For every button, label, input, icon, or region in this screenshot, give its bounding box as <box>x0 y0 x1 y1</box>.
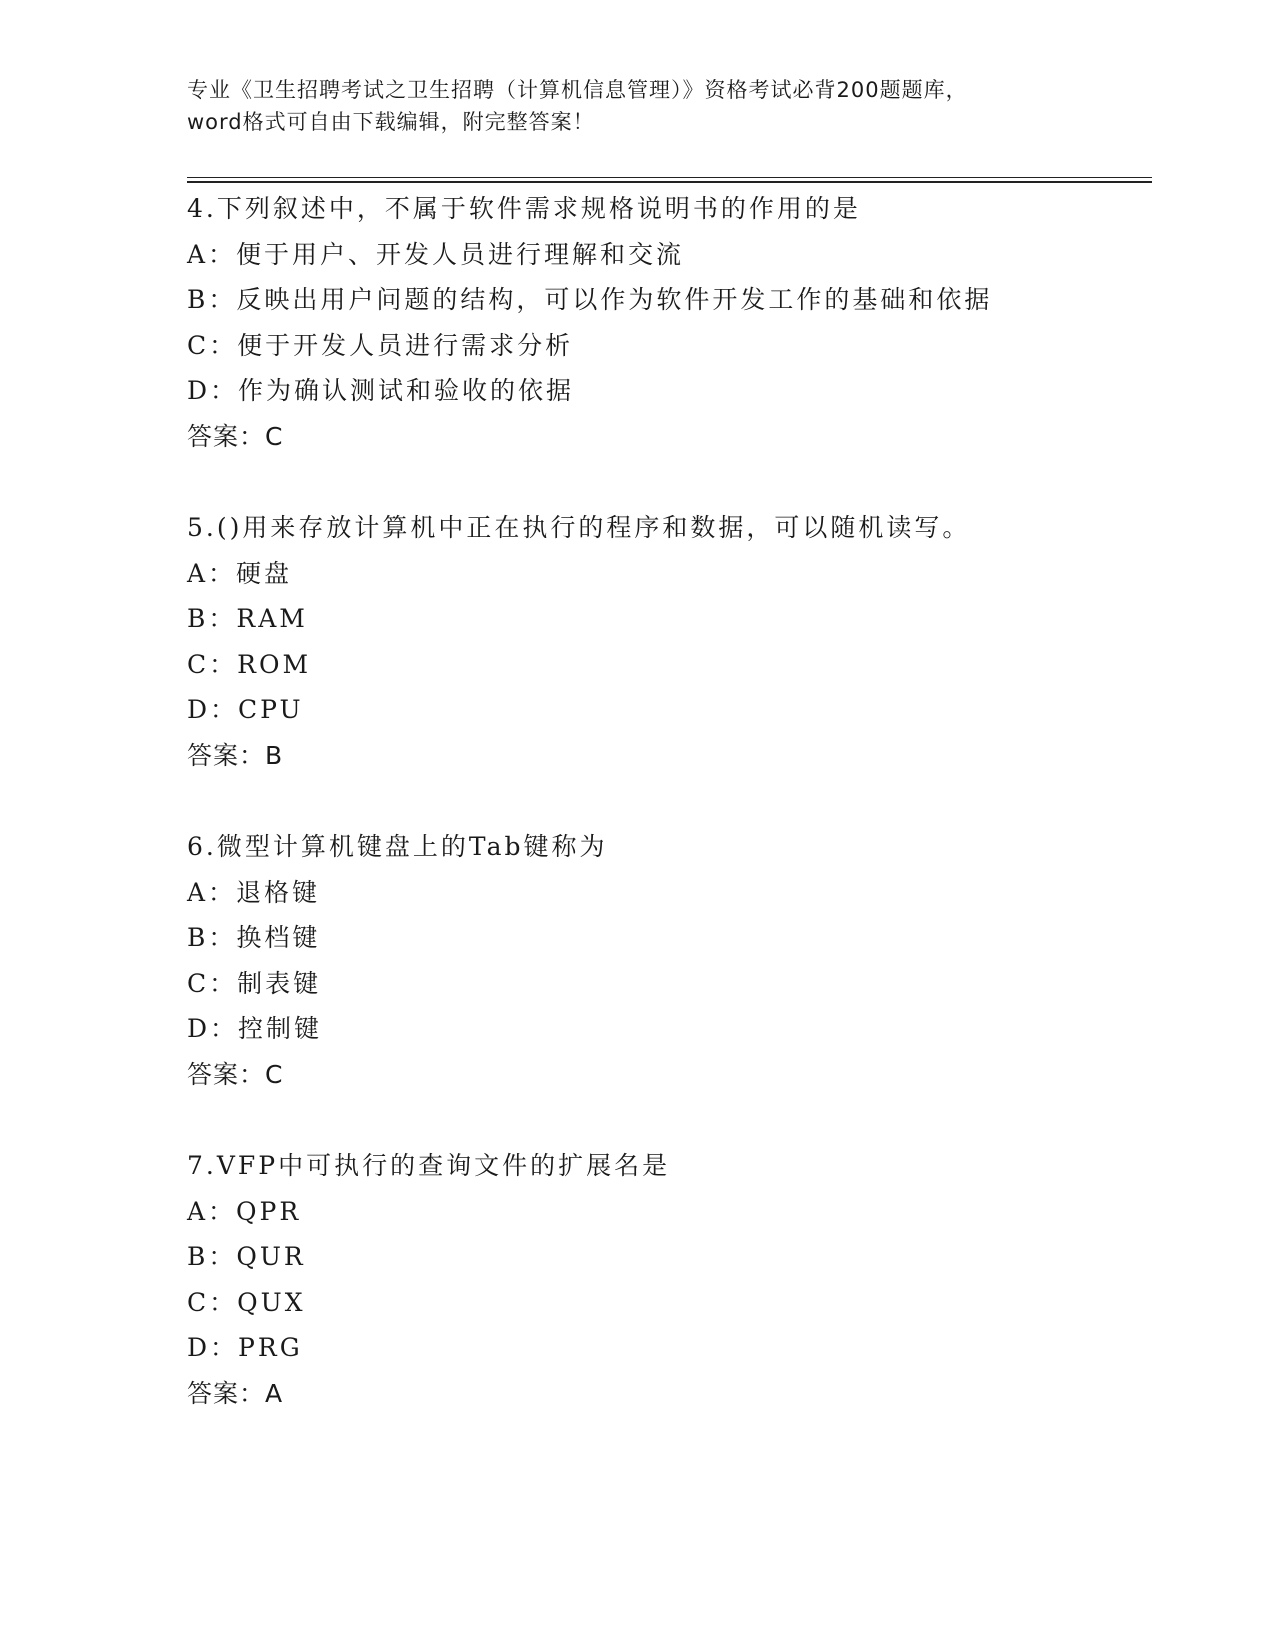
question-stem: 6.微型计算机键盘上的Tab键称为 <box>187 832 608 861</box>
document-header <box>187 74 1087 138</box>
option-b: B：QUR <box>187 1242 306 1272</box>
option-b: B：RAM <box>187 604 308 634</box>
answer-line: 答案：C <box>187 1059 284 1089</box>
question-block-5 <box>187 505 1147 779</box>
option-b: B：反映出用户问题的结构，可以作为软件开发工作的基础和依据 <box>187 285 993 315</box>
answer-line: 答案：A <box>187 1378 284 1408</box>
option-a: A：硬盘 <box>187 558 293 588</box>
question-stem: 5.()用来存放计算机中正在执行的程序和数据，可以随机读写。 <box>187 513 971 542</box>
header-divider-thick <box>187 181 1152 183</box>
header-divider-thin <box>187 177 1152 178</box>
header-title-line-1: 专业《卫生招聘考试之卫生招聘（计算机信息管理）》资格考试必背200题题库， <box>187 78 968 102</box>
option-c: C：便于开发人员进行需求分析 <box>187 330 574 360</box>
question-block-6 <box>187 824 1147 1098</box>
option-a: A：便于用户、开发人员进行理解和交流 <box>187 239 685 269</box>
option-a: A：退格键 <box>187 877 321 907</box>
question-block-7 <box>187 1143 1147 1417</box>
option-c: C：ROM <box>187 649 312 679</box>
option-c: C：制表键 <box>187 968 322 998</box>
option-d: D：控制键 <box>187 1014 323 1044</box>
option-d: D：作为确认测试和验收的依据 <box>187 376 575 406</box>
answer-line: 答案：B <box>187 740 284 770</box>
question-block-4 <box>187 186 1147 460</box>
option-d: D：CPU <box>187 695 304 725</box>
header-title-line-2: word格式可自由下载编辑，附完整答案！ <box>187 110 595 134</box>
option-c: C：QUX <box>187 1287 306 1317</box>
option-d: D：PRG <box>187 1333 303 1363</box>
question-stem: 4.下列叙述中，不属于软件需求规格说明书的作用的是 <box>187 194 861 223</box>
option-a: A：QPR <box>187 1196 302 1226</box>
answer-line: 答案：C <box>187 421 284 451</box>
question-stem: 7.VFP中可执行的查询文件的扩展名是 <box>187 1151 671 1180</box>
option-b: B：换档键 <box>187 923 321 953</box>
